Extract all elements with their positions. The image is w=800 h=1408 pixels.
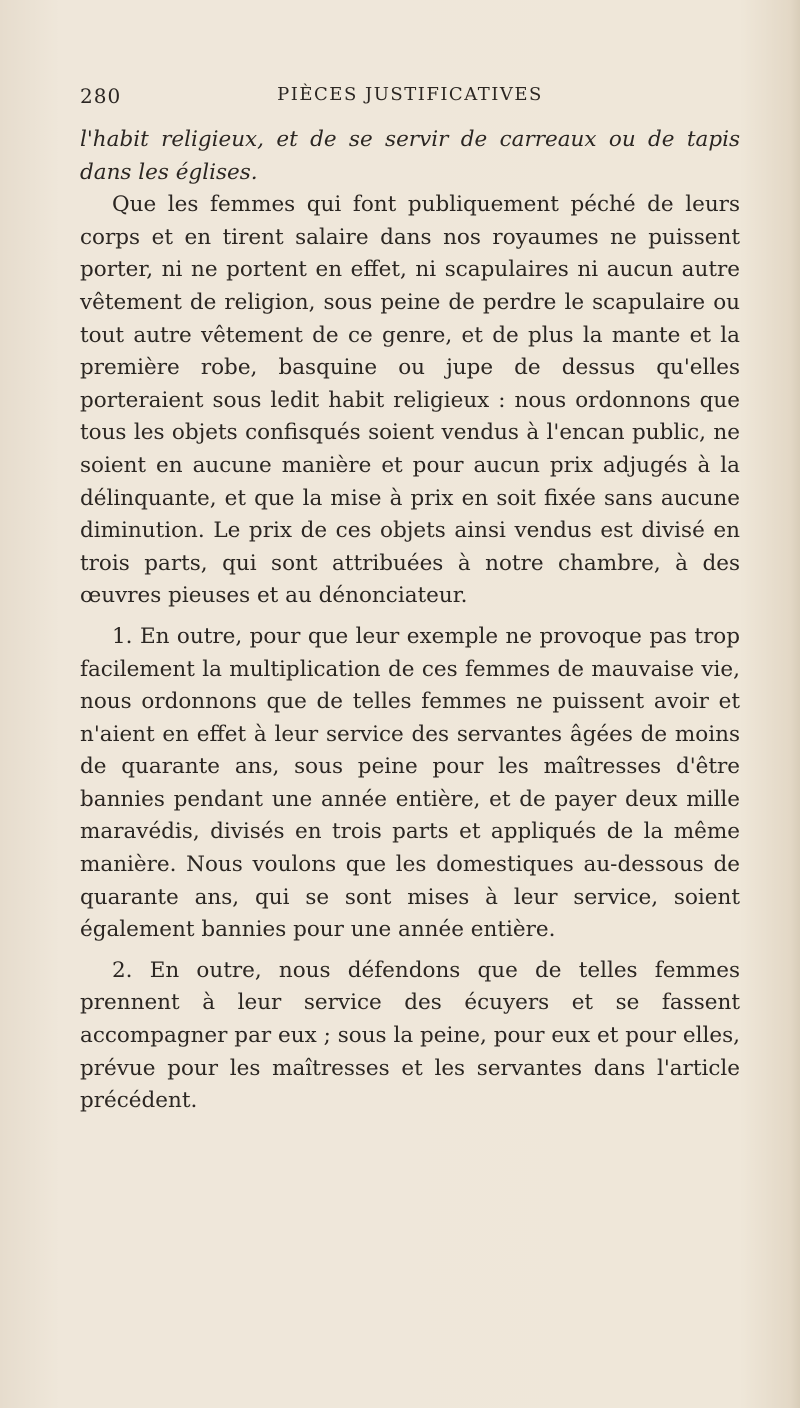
paragraph-article-2: 2. En outre, nous défendons que de telles femmes prennent à leur service des écuyers et se fassent accompagner par eux ; sous la peine, pour eux et pour elles, prévue pour les maîtresses et les servantes dans l'article précédent. — [80, 957, 740, 1114]
body-text — [80, 124, 740, 1118]
opening-italic-line: l'habit religieux, et de se servir de carreaux ou de tapis dans les églises. — [80, 127, 740, 185]
page-content — [80, 84, 740, 1118]
running-header — [80, 84, 740, 124]
running-title: PIÈCES JUSTIFICATIVES — [277, 84, 543, 105]
paragraph-main: Que les femmes qui font publiquement péché de leurs corps et en tirent salaire dans nos royaumes ne puissent porter, ni ne portent en effet, ni scapulaires ni aucun autre vêtement de religion, sous peine de perdre le scapulaire ou tout autre vêtement de ce genre, et de plus la mante et la première robe, basquine ou jupe de dessus qu'elles porteraient sous ledit habit religieux : nous ordonnons que tous les objets confisqués soient vendus à l'encan public, ne soient en aucune manière et pour aucun prix adjugés à la délinquante, et que la mise à prix en soit fixée sans aucune diminution. Le prix de ces objets ainsi vendus est divisé en trois parts, qui sont attribuées à notre chambre, à des œuvres pieuses et au dénonciateur. — [80, 192, 740, 609]
paragraph-article-1: 1. En outre, pour que leur exemple ne provoque pas trop facilement la multiplication de ces femmes de mauvaise vie, nous ordonnons que de telles femmes ne puissent avoir et n'aient en effet à leur service des servantes âgées de moins de quarante ans, sous peine pour les maîtresses d'être bannies pendant une année entière, et de payer deux mille maravédis, divisés en trois parts et appliqués de la même manière. Nous voulons que les domestiques au-dessous de quarante ans, qui se sont mises à leur service, soient également bannies pour une année entière. — [80, 623, 740, 943]
page-number: 280 — [80, 84, 122, 108]
